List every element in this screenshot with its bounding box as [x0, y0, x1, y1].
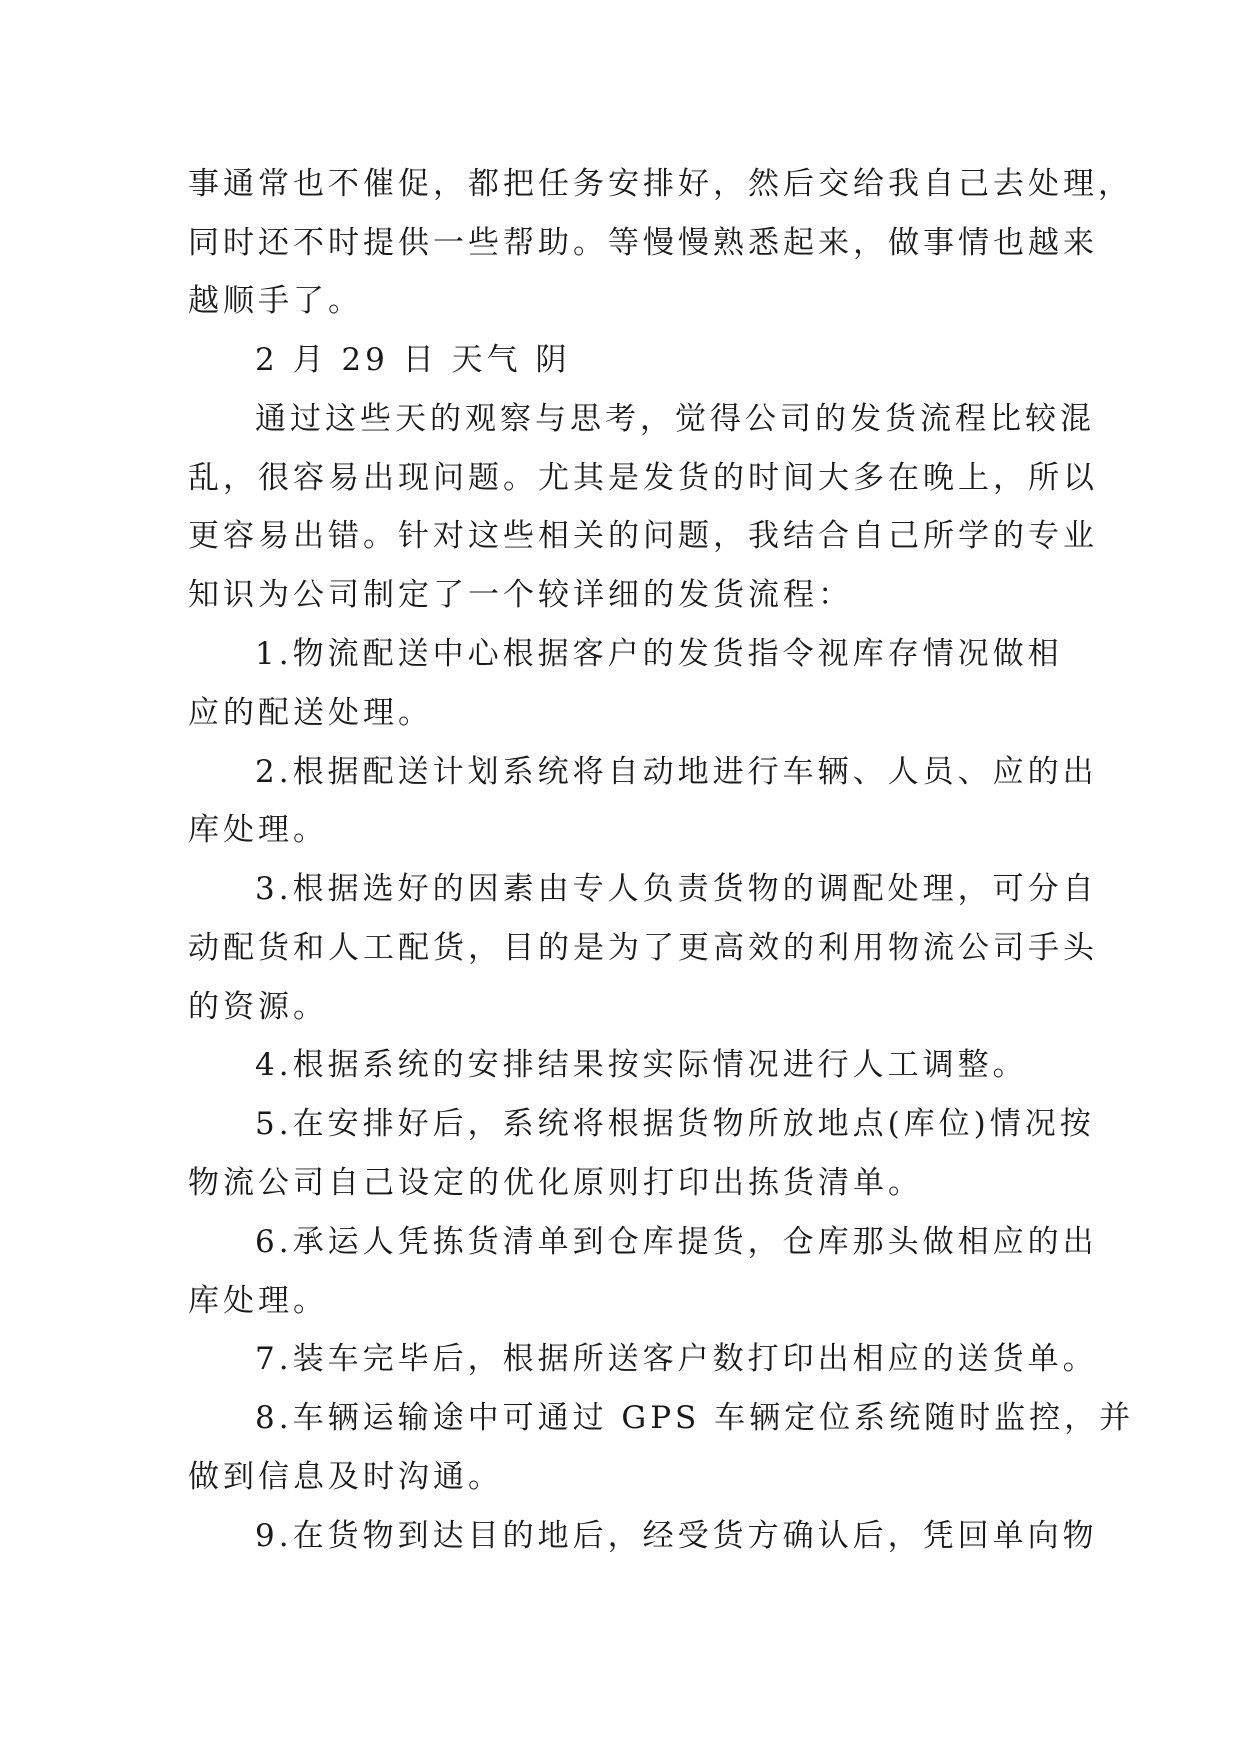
list-item-2: 2.根据配送计划系统将自动地进行车辆、人员、应的出 — [255, 754, 1098, 790]
text-line: 乱，很容易出现问题。尤其是发货的时间大多在晚上，所以 — [188, 460, 1098, 496]
list-item-8: 8.车辆运输途中可通过 GPS 车辆定位系统随时监控，并 — [255, 1400, 1135, 1436]
text-line: 应的配送处理。 — [188, 695, 433, 731]
text-line: 通过这些天的观察与思考，觉得公司的发货流程比较混 — [255, 401, 1095, 437]
text-line: 的资源。 — [188, 989, 328, 1025]
list-item-7: 7.装车完毕后，根据所送客户数打印出相应的送货单。 — [255, 1341, 1098, 1377]
list-item-1: 1.物流配送中心根据客户的发货指令视库存情况做相 — [255, 636, 1063, 672]
text-line: 越顺手了。 — [188, 283, 363, 319]
list-item-4: 4.根据系统的安排结果按实际情况进行人工调整。 — [255, 1047, 1028, 1083]
text-line: 做到信息及时沟通。 — [188, 1459, 503, 1495]
text-line: 物流公司自己设定的优化原则打印出拣货清单。 — [188, 1165, 923, 1201]
text-line: 动配货和人工配货，目的是为了更高效的利用物流公司手头 — [188, 930, 1098, 966]
text-line: 知识为公司制定了一个较详细的发货流程： — [188, 577, 853, 613]
list-item-6: 6.承运人凭拣货清单到仓库提货，仓库那头做相应的出 — [255, 1224, 1098, 1260]
text-line: 更容易出错。针对这些相关的问题，我结合自己所学的专业 — [188, 518, 1098, 554]
list-item-9: 9.在货物到达目的地后，经受货方确认后，凭回单向物 — [255, 1518, 1098, 1554]
text-line: 同时还不时提供一些帮助。等慢慢熟悉起来，做事情也越来 — [188, 225, 1098, 261]
list-item-3: 3.根据选好的因素由专人负责货物的调配处理，可分自 — [255, 871, 1098, 907]
text-line: 事通常也不催促，都把任务安排好，然后交给我自己去处理， — [188, 166, 1133, 202]
text-line: 库处理。 — [188, 1283, 328, 1319]
text-line: 库处理。 — [188, 812, 328, 848]
list-item-5: 5.在安排好后，系统将根据货物所放地点(库位)情况按 — [255, 1106, 1095, 1142]
date-weather-line: 2 月 29 日 天气 阴 — [255, 342, 571, 378]
